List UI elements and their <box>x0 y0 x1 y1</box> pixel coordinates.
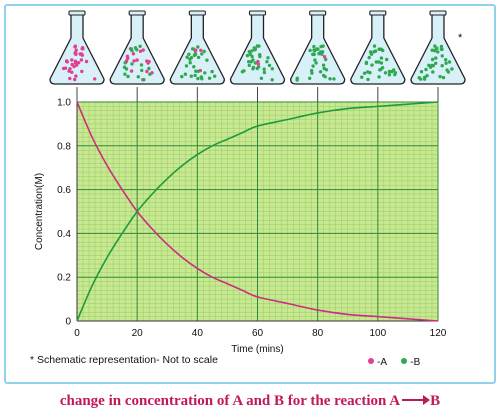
x-tick-label: 20 <box>131 328 143 339</box>
molecule-b <box>441 64 444 67</box>
molecule-b <box>130 47 133 50</box>
molecule-b <box>319 50 322 53</box>
molecule-b <box>249 60 252 63</box>
molecule-a <box>132 52 135 55</box>
molecule-a <box>67 69 70 72</box>
molecule-b <box>423 77 426 80</box>
molecule-b <box>308 77 311 80</box>
molecule-a <box>64 67 67 70</box>
molecule-b <box>381 49 384 52</box>
molecule-b <box>444 58 447 61</box>
molecule-b <box>197 70 200 73</box>
molecule-b <box>147 67 150 70</box>
molecule-a <box>80 58 83 61</box>
molecule-b <box>328 77 331 80</box>
flask <box>231 14 285 84</box>
molecule-b <box>310 71 313 74</box>
molecule-b <box>210 70 213 73</box>
molecule-b <box>385 58 388 61</box>
molecule-b <box>250 49 253 52</box>
molecule-b <box>271 67 274 70</box>
molecule-b <box>440 45 443 48</box>
molecule-a <box>74 74 77 77</box>
flask-rim <box>370 11 386 15</box>
molecule-b <box>370 63 373 66</box>
molecule-b <box>322 74 325 77</box>
molecule-b <box>436 50 439 53</box>
legend <box>368 357 432 368</box>
reaction-arrow-icon <box>402 399 428 401</box>
flask-rim <box>310 11 326 15</box>
y-axis-label: Concentration(M) <box>34 172 45 251</box>
molecule-a <box>145 70 148 73</box>
flask-asterisk: * <box>458 32 463 44</box>
molecule-b <box>265 60 268 63</box>
molecule-b <box>438 75 441 78</box>
molecule-a <box>132 59 135 62</box>
molecule-b <box>184 73 187 76</box>
molecule-b <box>205 59 208 62</box>
molecule-b <box>138 45 141 48</box>
molecule-b <box>187 53 190 56</box>
molecule-a <box>142 48 145 51</box>
y-tick-label: 0 <box>65 316 71 328</box>
molecule-b <box>125 67 128 70</box>
molecule-b <box>311 64 314 67</box>
molecule-a <box>126 55 129 58</box>
y-tick-label: 1.0 <box>57 97 71 109</box>
molecule-b <box>363 72 366 75</box>
flask-rim <box>250 11 266 15</box>
molecule-a <box>80 70 83 73</box>
molecule-a <box>130 69 133 72</box>
molecule-b <box>431 70 434 73</box>
molecule-b <box>440 48 443 51</box>
molecule-b <box>192 65 195 68</box>
molecule-b <box>185 56 188 59</box>
molecule-b <box>123 73 126 76</box>
molecule-b <box>442 76 445 79</box>
molecule-b <box>296 77 299 80</box>
footnote: * Schematic representation- Not to scale <box>30 354 218 366</box>
molecule-b <box>433 49 436 52</box>
caption <box>0 393 500 410</box>
molecule-b <box>208 77 211 80</box>
legend-label-a: -A <box>377 357 387 368</box>
molecule-b <box>418 76 421 79</box>
legend-label-b: -B <box>410 357 421 368</box>
molecule-a <box>81 47 84 50</box>
molecule-b <box>193 74 196 77</box>
flask-rim <box>430 11 446 15</box>
legend-dot-a <box>368 358 374 364</box>
molecule-b <box>319 70 322 73</box>
molecule-b <box>253 48 256 51</box>
molecule-b <box>444 62 447 65</box>
molecule-b <box>203 71 206 74</box>
molecule-b <box>434 62 437 65</box>
molecule-b <box>377 75 380 78</box>
molecule-b <box>424 68 427 71</box>
molecule-a <box>194 49 197 52</box>
caption-product: B <box>430 393 441 409</box>
molecule-b <box>200 77 203 80</box>
molecule-b <box>388 73 391 76</box>
molecule-a <box>70 58 73 61</box>
molecule-b <box>369 50 372 53</box>
molecule-b <box>137 75 140 78</box>
molecule-a <box>125 59 128 62</box>
caption-text: change in concentration of A and B for the reaction <box>59 393 387 409</box>
molecule-b <box>377 60 380 63</box>
x-tick-label: 80 <box>312 328 324 339</box>
molecule-b <box>200 52 203 55</box>
molecule-b <box>197 56 200 59</box>
molecule-b <box>450 67 453 70</box>
molecule-a <box>72 65 75 68</box>
molecule-b <box>384 71 387 74</box>
molecule-b <box>365 61 368 64</box>
molecule-b <box>312 53 315 56</box>
molecule-b <box>260 77 263 80</box>
molecule-b <box>213 75 216 78</box>
molecule-a <box>73 52 76 55</box>
molecule-b <box>448 60 451 63</box>
molecule-b <box>263 68 266 71</box>
molecule-b <box>263 71 266 74</box>
molecule-b <box>257 44 260 47</box>
molecule-b <box>241 70 244 73</box>
molecule-b <box>381 66 384 69</box>
molecule-a <box>73 78 76 81</box>
molecule-a <box>85 60 88 63</box>
molecule-a <box>199 49 202 52</box>
y-tick-label: 0.6 <box>57 185 71 197</box>
molecule-b <box>312 45 315 48</box>
molecule-b <box>271 78 274 81</box>
flask-rim <box>189 11 205 15</box>
flask-rim <box>69 11 85 15</box>
molecule-b <box>332 77 335 80</box>
x-tick-label: 0 <box>74 328 80 339</box>
flask-rim <box>129 11 145 15</box>
molecule-b <box>321 44 324 47</box>
molecule-b <box>268 64 271 67</box>
molecule-b <box>373 44 376 47</box>
molecule-b <box>196 77 199 80</box>
molecule-b <box>140 69 143 72</box>
molecule-a <box>150 71 153 74</box>
molecule-a <box>74 60 77 63</box>
molecule-b <box>313 49 316 52</box>
molecule-b <box>431 58 434 61</box>
molecule-b <box>368 56 371 59</box>
molecule-b <box>256 67 259 70</box>
molecule-b <box>134 46 137 49</box>
molecule-b <box>313 58 316 61</box>
molecule-b <box>193 54 196 57</box>
molecule-b <box>249 53 252 56</box>
molecule-b <box>180 75 183 78</box>
molecule-a <box>135 58 138 61</box>
molecule-b <box>258 53 261 56</box>
molecule-b <box>185 64 188 67</box>
x-tick-label: 40 <box>191 328 203 339</box>
molecule-b <box>140 63 143 66</box>
x-tick-label: 120 <box>429 328 447 339</box>
molecule-b <box>308 49 311 52</box>
molecule-b <box>251 67 254 70</box>
molecule-b <box>380 56 383 59</box>
molecule-b <box>190 56 193 59</box>
y-tick-label: 0.8 <box>57 141 71 153</box>
molecule-b <box>393 73 396 76</box>
molecule-a <box>66 60 69 63</box>
molecule-b <box>189 61 192 64</box>
molecule-b <box>126 75 129 78</box>
molecule-b <box>368 71 371 74</box>
molecule-a <box>323 55 326 58</box>
molecule-a <box>145 59 148 62</box>
molecule-b <box>392 68 395 71</box>
x-tick-label: 60 <box>251 328 264 339</box>
molecule-b <box>130 62 133 65</box>
molecule-a <box>68 77 71 80</box>
y-tick-label: 0.2 <box>57 272 71 284</box>
molecule-b <box>360 76 363 79</box>
molecule-b <box>322 63 325 66</box>
molecule-a <box>81 54 84 57</box>
flask <box>170 14 224 84</box>
molecule-b <box>190 75 193 78</box>
molecule-b <box>366 78 369 81</box>
molecule-b <box>142 78 145 81</box>
molecule-b <box>196 45 199 48</box>
molecule-a <box>74 45 77 48</box>
x-tick-label: 100 <box>369 328 387 339</box>
molecule-b <box>429 66 432 69</box>
x-axis-label: Time (mins) <box>231 344 284 355</box>
molecule-b <box>445 68 448 71</box>
molecule-b <box>372 50 375 53</box>
y-tick-label: 0.4 <box>57 228 71 240</box>
legend-item-b <box>401 357 420 368</box>
molecule-b <box>266 56 269 59</box>
molecule-b <box>254 61 257 64</box>
molecule-b <box>323 67 326 70</box>
molecule-b <box>246 54 249 57</box>
legend-dot-b <box>401 358 407 364</box>
molecule-b <box>420 70 423 73</box>
molecule-a <box>93 77 96 80</box>
molecule-b <box>203 50 206 53</box>
caption-reactant: A <box>389 393 401 409</box>
molecule-b <box>441 54 444 57</box>
molecule-b <box>248 64 251 67</box>
molecule-b <box>434 56 437 59</box>
legend-item-a <box>368 357 389 368</box>
